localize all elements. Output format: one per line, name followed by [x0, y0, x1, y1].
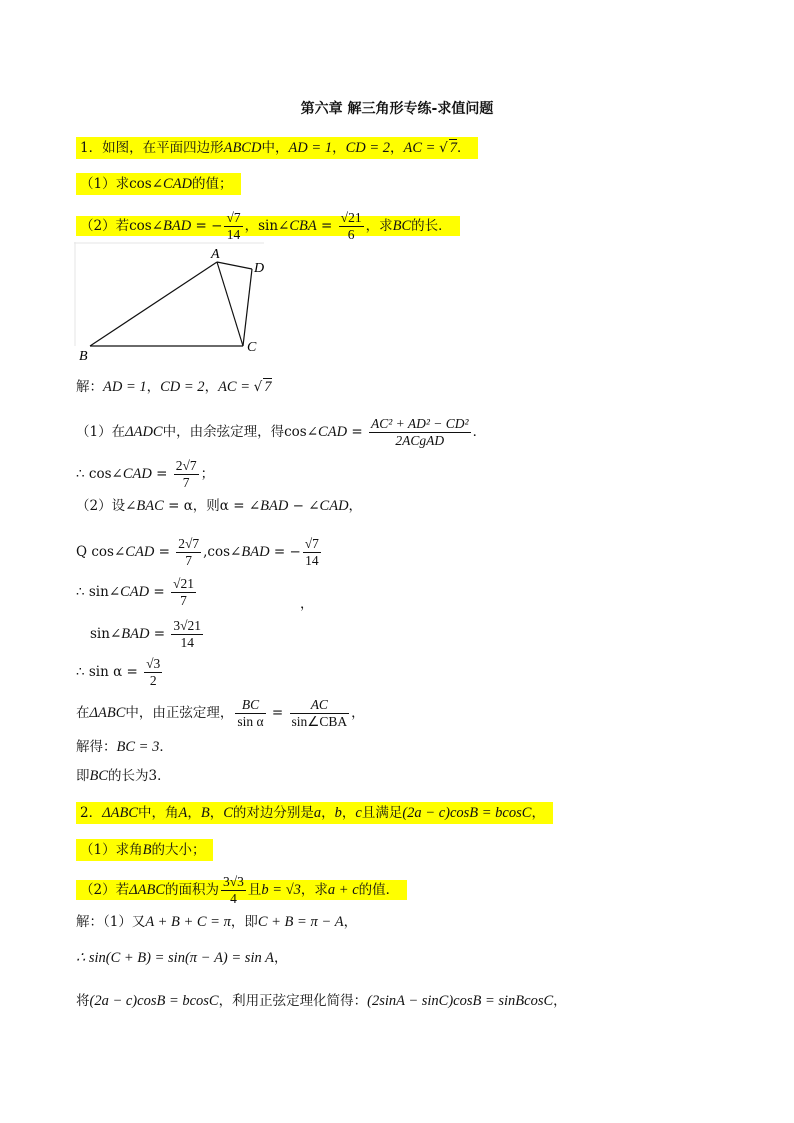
figure-label-d: D	[254, 261, 265, 276]
solution-1-line-10: 解得：BC = 3．	[76, 739, 173, 755]
solution-1-line-6: ∴ sin∠CAD = $\frac{√21}{7}$	[76, 576, 194, 608]
solution-1-line-8: ∴ sin α = $\frac{√3}{2}$	[76, 656, 161, 688]
problem-1-stem: 1．如图，在平面四边形ABCD中，AD = 1，CD = 2，AC = √ 7．	[76, 138, 478, 158]
solution-1-line-2: （1）在ΔADC中，由余弦定理，得cos∠CAD = $\frac{\text{AC² + AD² − CD²}}{\text{2ACgAD}}$ ．	[76, 416, 487, 448]
figure-label-a: A	[211, 247, 220, 262]
solution-2-line-1: 解：（1）又A + B + C = π，即C + B = π − A，	[76, 914, 358, 930]
problem-1-question-1: （1）求cos∠CAD的值；	[76, 174, 241, 194]
solution-1-line-4: （2）设∠BAC = α，则α = ∠BAD − ∠CAD，	[76, 498, 363, 514]
solution-1-line-3: ∴ cos∠CAD = $\frac{2√7}{7}$ ；	[76, 458, 215, 490]
solution-1-line-1: 解：AD = 1，CD = 2，AC = √ 7	[76, 379, 272, 395]
solution-2-line-3: 将(2a − c)cosB = bcosC，利用正弦定理化简得：(2sinA − sinC)cosB = sinBcosC，	[76, 993, 567, 1009]
quadrilateral-figure	[74, 242, 274, 364]
solution-1-line-9: 在ΔABC中，由正弦定理， $\frac{BC}{\text{sin α}}$ = $\frac{AC}{\text{sin∠CBA}}$ ，	[76, 697, 365, 729]
solution-1-line-7: sin∠BAD = $\frac{3√21}{14}$	[90, 618, 202, 650]
problem-1-question-2: （2）若cos∠BAD = − $\frac{√7}{14}$ ，sin∠CBA = $\frac{√21}{6}$ ，求BC的长．	[76, 210, 460, 243]
solution-1-line-11: 即BC的长为3．	[76, 768, 171, 784]
solution-1-line-5: Q cos∠CAD = $\frac{2√7}{7}$ ,cos∠BAD = − $\frac{√7}{14}$	[76, 536, 319, 568]
solution-2-line-2: ∴ sin(C + B) = sin(π − A) = sin A，	[76, 950, 288, 966]
figure-label-c: C	[247, 340, 257, 355]
problem-2-stem: 2．ΔABC中，角A，B，C的对边分别是a，b，c且满足(2a − c)cosB = bcosC，	[76, 803, 553, 823]
problem-2-question-2: （2）若ΔABC的面积为 $\frac{3√3}{4}$ 且b = √3，求a + c的值．	[76, 874, 407, 907]
figure-label-b: B	[79, 349, 88, 364]
solution-1-stray-comma: ，	[300, 596, 314, 612]
problem-2-question-1: （1）求角B的大小；	[76, 840, 213, 860]
page-title: 第六章 解三角形专练-求值问题	[300, 101, 494, 117]
